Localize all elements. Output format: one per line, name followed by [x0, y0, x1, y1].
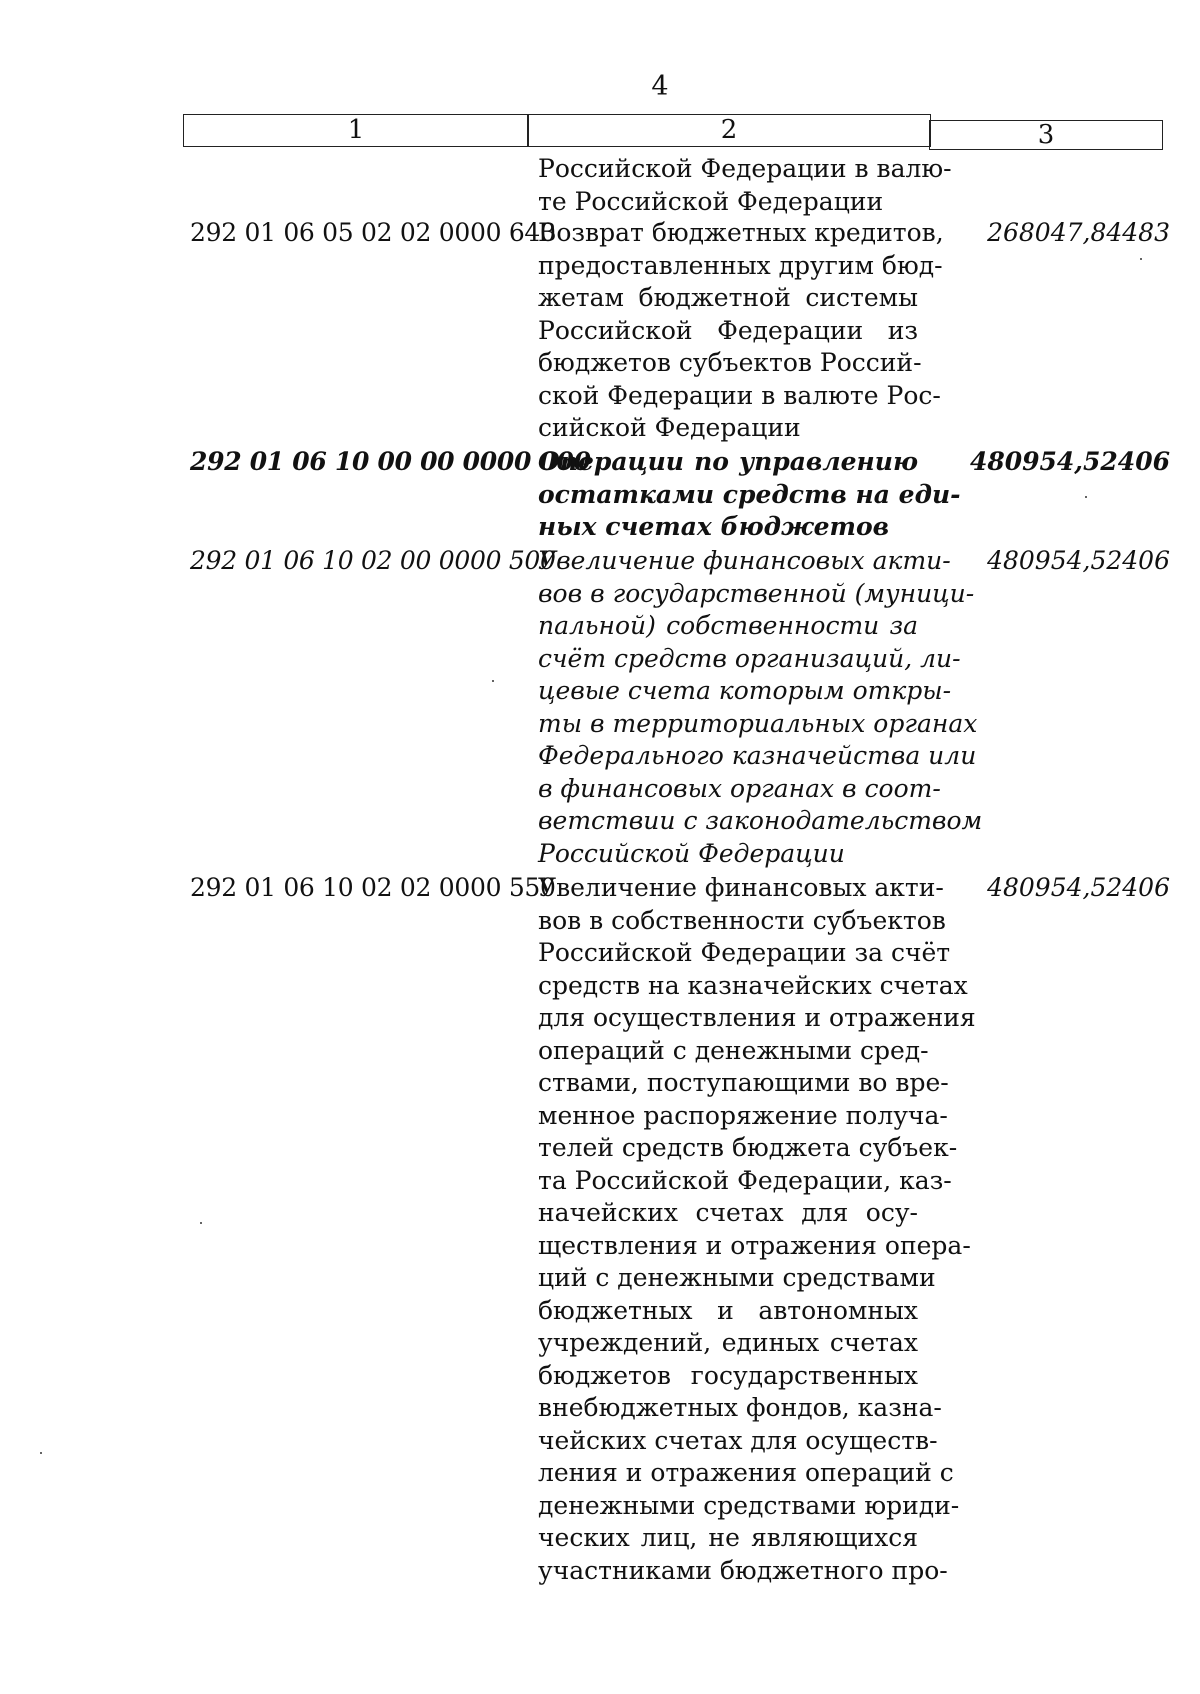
description-line: для осуществления и отражения	[538, 1003, 976, 1032]
description-line: жетам бюджетной системы	[538, 283, 918, 312]
description-line: Российской Федерации	[538, 838, 845, 868]
budget-code: 292 01 06 10 00 00 0000 000	[190, 447, 591, 476]
budget-code: 292 01 06 10 02 00 0000 500	[190, 546, 556, 575]
description-line: менное распоряжение получа-	[538, 1100, 948, 1130]
continued-description	[538, 153, 952, 218]
description-line: в финансовых органах в соот-	[538, 773, 941, 803]
description-line: Увеличение финансовых акти-	[538, 546, 951, 575]
scan-speck	[1085, 496, 1087, 498]
description-line: ты в территориальных органах	[538, 708, 978, 738]
description-line: пальной) собственности за	[538, 611, 918, 640]
description-line: денежными средствами юриди-	[538, 1490, 960, 1520]
description-line: Операции по управлению	[538, 447, 918, 476]
header-col-3: 3	[929, 120, 1163, 150]
description-line: Российской Федерации в валю-	[538, 154, 952, 183]
scan-speck	[1140, 258, 1142, 260]
row-amount: 480954,52406	[987, 873, 1170, 902]
description-line: ций с денежными средствами	[538, 1263, 936, 1292]
description-line: вов в государственной (муници-	[538, 578, 975, 608]
row-amount: 268047,84483	[987, 218, 1170, 247]
description-line: внебюджетных фондов, казна-	[538, 1393, 942, 1422]
description-line: остатками средств на еди-	[538, 479, 961, 509]
description-line: бюджетных и автономных	[538, 1295, 918, 1325]
description-line: Федерального казначейства или	[538, 741, 977, 770]
description-line: участниками бюджетного про-	[538, 1555, 948, 1585]
description-line: Возврат бюджетных кредитов,	[538, 218, 944, 247]
description-line: операций с денежными сред-	[538, 1035, 929, 1065]
description-line: те Российской Федерации	[538, 186, 884, 216]
description-line: Российской Федерации за счёт	[538, 938, 951, 967]
description-line: ческих лиц, не являющихся	[538, 1523, 918, 1552]
description-line: сийской Федерации	[538, 413, 801, 442]
description-line: Российской Федерации из	[538, 315, 918, 345]
description-line: та Российской Федерации, каз-	[538, 1165, 952, 1195]
row-description	[538, 217, 944, 445]
page-number: 4	[651, 71, 669, 102]
description-line: вов в собственности субъектов	[538, 905, 946, 935]
description-line: счёт средств организаций, ли-	[538, 643, 961, 673]
row-amount: 480954,52406	[969, 447, 1170, 476]
description-line: чейских счетах для осуществ-	[538, 1425, 938, 1455]
description-line: ветствии с законодательством	[538, 806, 983, 835]
scan-speck	[40, 1452, 42, 1454]
description-line: цевые счета которым откры-	[538, 676, 952, 705]
description-line: ской Федерации в валюте Рос-	[538, 380, 941, 410]
description-line: телей средств бюджета субъек-	[538, 1133, 958, 1162]
row-description	[538, 545, 983, 870]
budget-code: 292 01 06 05 02 02 0000 640	[190, 218, 556, 247]
description-line: предоставленных другим бюд-	[538, 250, 943, 280]
description-line: начейских счетах для осу-	[538, 1198, 918, 1227]
description-line: ных счетах бюджетов	[538, 512, 890, 541]
row-description	[538, 446, 961, 544]
description-line: учреждений, единых счетах	[538, 1328, 918, 1357]
scan-speck	[200, 1222, 202, 1224]
budget-code: 292 01 06 10 02 02 0000 550	[190, 873, 556, 902]
description-line: средств на казначейских счетах	[538, 970, 968, 1000]
description-line: бюджетов государственных	[538, 1360, 918, 1390]
description-line: ления и отражения операций с	[538, 1458, 954, 1487]
header-col-1: 1	[183, 114, 529, 147]
header-col-2: 2	[527, 114, 931, 147]
description-line: бюджетов субъектов Россий-	[538, 348, 922, 377]
row-amount: 480954,52406	[987, 546, 1170, 575]
description-line: Увеличение финансовых акти-	[538, 873, 944, 902]
description-line: ществления и отражения опера-	[538, 1230, 971, 1260]
description-line: ствами, поступающими во вре-	[538, 1068, 949, 1097]
scan-speck	[492, 680, 494, 682]
row-description	[538, 872, 976, 1587]
